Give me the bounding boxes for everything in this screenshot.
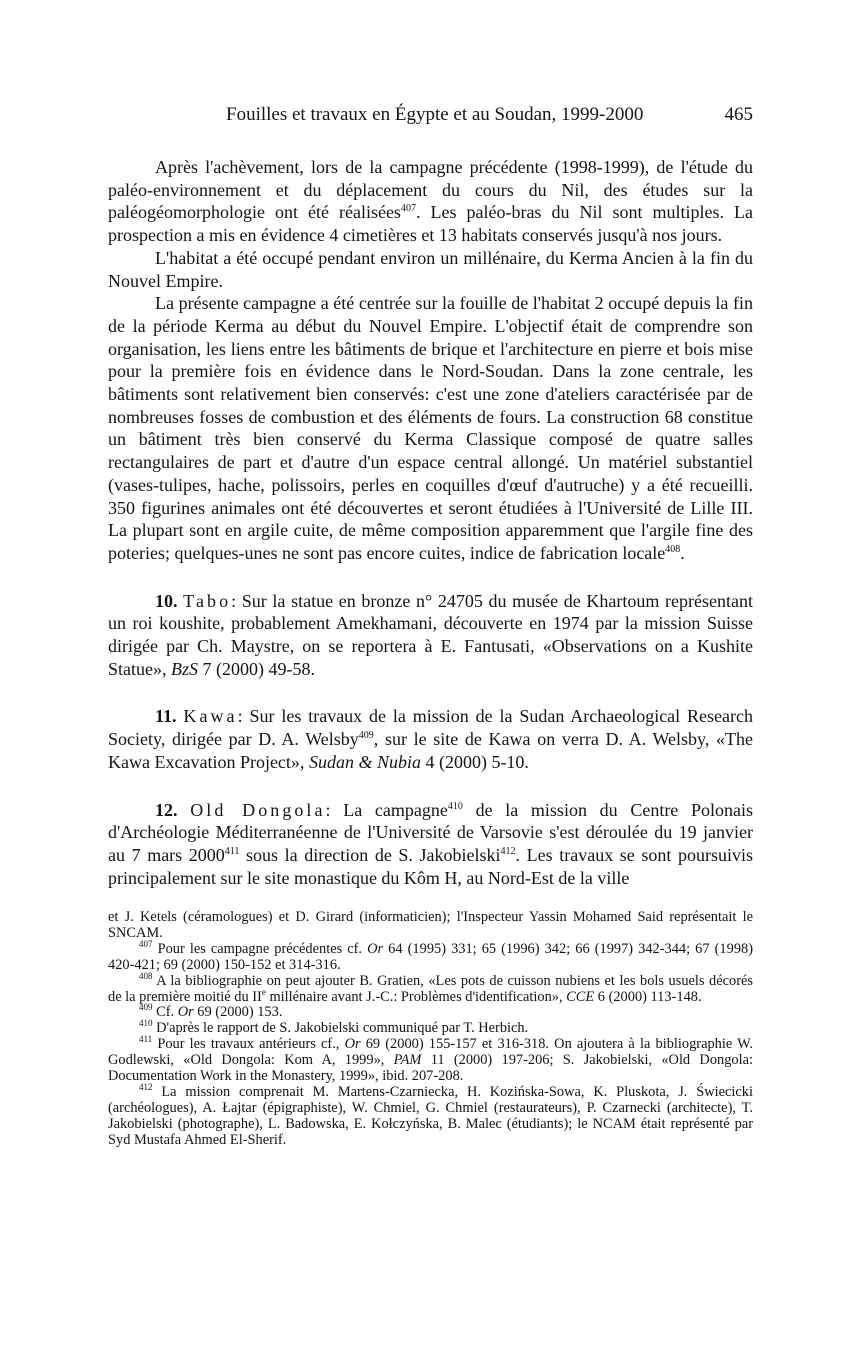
section-number: 10. xyxy=(155,590,178,611)
journal-title: Or xyxy=(367,940,384,957)
section-12-old-dongola: 12. Old Dongola: La campagne$^{410}$ de la mission du Centre Polonais d'Archéologie Méditerranéenne de l'Université de Varsovie s'est déroulée du 19 janvier au 7 mars 2000$^{411}$ sous la direction de S. Jakobielski$^{412}$. Les travaux se sont poursuivis principalement sur le site monastique du Kôm H, au Nord-Est de la ville xyxy=(108,799,754,888)
paragraph-paleo-environment: Après l'achèvement, lors de la campagne précédente (1998-1999), de l'étude du paléo-environnement et du déplacement du cours du Nil, des études sur la paléogéomorphologie ont été réalisées$^{407}$. Les paléo-bras du Nil sont multiples. La prospection a mis en évidence 4 cimetières et 13 habitats conservés jusqu'à nos jours. xyxy=(108,157,753,246)
footnote-number: 409 xyxy=(139,1002,153,1013)
section-number: 12. xyxy=(155,799,178,820)
section-number: 11. xyxy=(155,706,177,727)
footnote-408: $^{408}$ A la bibliographie on peut ajouter B. Gratien, «Les pots de cuisson nubiens et les bols usuels décorés de la première moitié du IIe millénaire avant J.-C.: Problèmes d'identification», CCE 6 (2000) 113-148. xyxy=(108,970,753,1005)
footnotes xyxy=(108,910,753,1149)
site-name: Kawa xyxy=(183,706,238,727)
footnote-410: $^{410}$ D'après le rapport de S. Jakobielski communiqué par T. Herbich. xyxy=(139,1018,529,1037)
site-name: Old Dongola xyxy=(190,799,326,820)
footnote-number: 408 xyxy=(139,970,153,981)
section-11-kawa: 11. Kawa: Sur les travaux de la mission de la Sudan Archaeological Research Society, dirigée par D. A. Welsby$^{409}$, sur le site de Kawa on verra D. A. Welsby, «The Kawa Excavation Project», Sudan & Nubia 4 (2000) 5-10. xyxy=(108,706,754,772)
journal-title: CCE xyxy=(566,988,595,1005)
journal-title: Or xyxy=(344,1036,361,1053)
footnote-number: 407 xyxy=(139,939,153,950)
journal-title: Or xyxy=(177,1004,194,1021)
site-name: Tabo xyxy=(183,590,232,611)
running-header xyxy=(108,101,753,129)
footnote-409: $^{409}$ Cf. Or 69 (2000) 153. xyxy=(139,1002,283,1021)
footnote-number: 410 xyxy=(139,1018,153,1029)
footnote-ref-410[interactable]: 410 xyxy=(447,800,463,812)
page-number: 465 xyxy=(724,104,753,125)
journal-title: BzS xyxy=(171,658,198,679)
footnote-ref-411[interactable]: 411 xyxy=(224,845,240,857)
footnote-412: $^{412}$ La mission comprenait M. Martens-Czarniecka, H. Kozińska-Sowa, K. Pluskota, J. Świecicki (archéologues), A. Łajtar (épigraphiste), W. Chmiel, G. Chmiel (restaurateurs), P. Czarnecki (architecte), T. Jakobielski (photographe), L. Badowska, E. Kołczyńska, B. Malec (étudiants); le NCAM était représenté par Syd Mustafa Ahmed El-Sherif. xyxy=(108,1082,753,1148)
footnote-ref-407[interactable]: 407 xyxy=(400,203,416,215)
paragraph-campaign: La présente campagne a été centrée sur la fouille de l'habitat 2 occupé depuis la fin de la période Kerma au début du Nouvel Empire. L'objectif était de comprendre son organisation, les liens entre les bâtiments de brique et l'architecture en pierre et bois mise pour la première fois en évidence dans le Nord-Soudan. Dans la zone centrale, les bâtiments sont relativement bien conservés: c'est une zone d'ateliers caractérisée par de nombreuses fosses de combustion et des éléments de fours. La construction 68 constitue un bâtiment très bien conservé du Kerma Classique composé de quatre salles rectangulaires de part et d'autre d'un espace central allongé. Un matériel substantiel (vases-tulipes, hache, polissoirs, perles en coquilles d'œuf d'autruche) y a été recueilli. 350 figurines animales ont été découvertes et seront étudiées à l'Université de Lille III. La plupart sont en argile cuite, de même composition apparemment que l'argile fine des poteries; quelques-unes ne sont pas encore cuites, indice de fabrication locale$^{408}$. xyxy=(108,293,753,563)
footnote-411: $^{411}$ Pour les travaux antérieurs cf., Or 69 (2000) 155-157 et 316-318. On ajoutera à la bibliographie W. Godlewski, «Old Dongola: Kom A, 1999», PAM 11 (2000) 197-206; S. Jakobielski, «Old Dongola: Documentation Work in the Monastery, 1999», ibid. 207-208. xyxy=(108,1034,753,1085)
journal-title: Sudan & Nubia xyxy=(308,751,421,772)
main-text xyxy=(108,156,753,889)
footnote-407: $^{407}$ Pour les campagne précédentes cf. Or 64 (1995) 331; 65 (1996) 342; 66 (1997) 342-344; 67 (1998) 420-421; 69 (2000) 150-152 et 314-316. xyxy=(108,939,754,973)
paragraph-habitat: L'habitat a été occupé pendant environ un millénaire, du Kerma Ancien à la fin du Nouvel Empire. xyxy=(108,247,753,291)
footnote-number: 411 xyxy=(139,1034,153,1045)
footnote-continuation: et J. Ketels (céramologues) et D. Girard (informaticien); l'Inspecteur Yassin Mohamed Said représentait le SNCAM. xyxy=(108,909,753,941)
footnote-ref-408[interactable]: 408 xyxy=(665,543,681,555)
section-10-tabo: 10. Tabo: Sur la statue en bronze n° 24705 du musée de Khartoum représentant un roi koushite, probablement Amekhamani, découverte en 1974 par la mission Suisse dirigée par Ch. Maystre, on se reportera à E. Fantusati, «Observations on a Kushite Statue», BzS 7 (2000) 49-58. xyxy=(108,590,753,679)
journal-title: PAM xyxy=(393,1052,422,1069)
running-title: Fouilles et travaux en Égypte et au Soudan, 1999-2000 xyxy=(226,104,644,125)
footnote-ref-409[interactable]: 409 xyxy=(358,730,374,742)
footnote-ref-412[interactable]: 412 xyxy=(500,845,516,857)
footnote-number: 412 xyxy=(139,1082,153,1093)
